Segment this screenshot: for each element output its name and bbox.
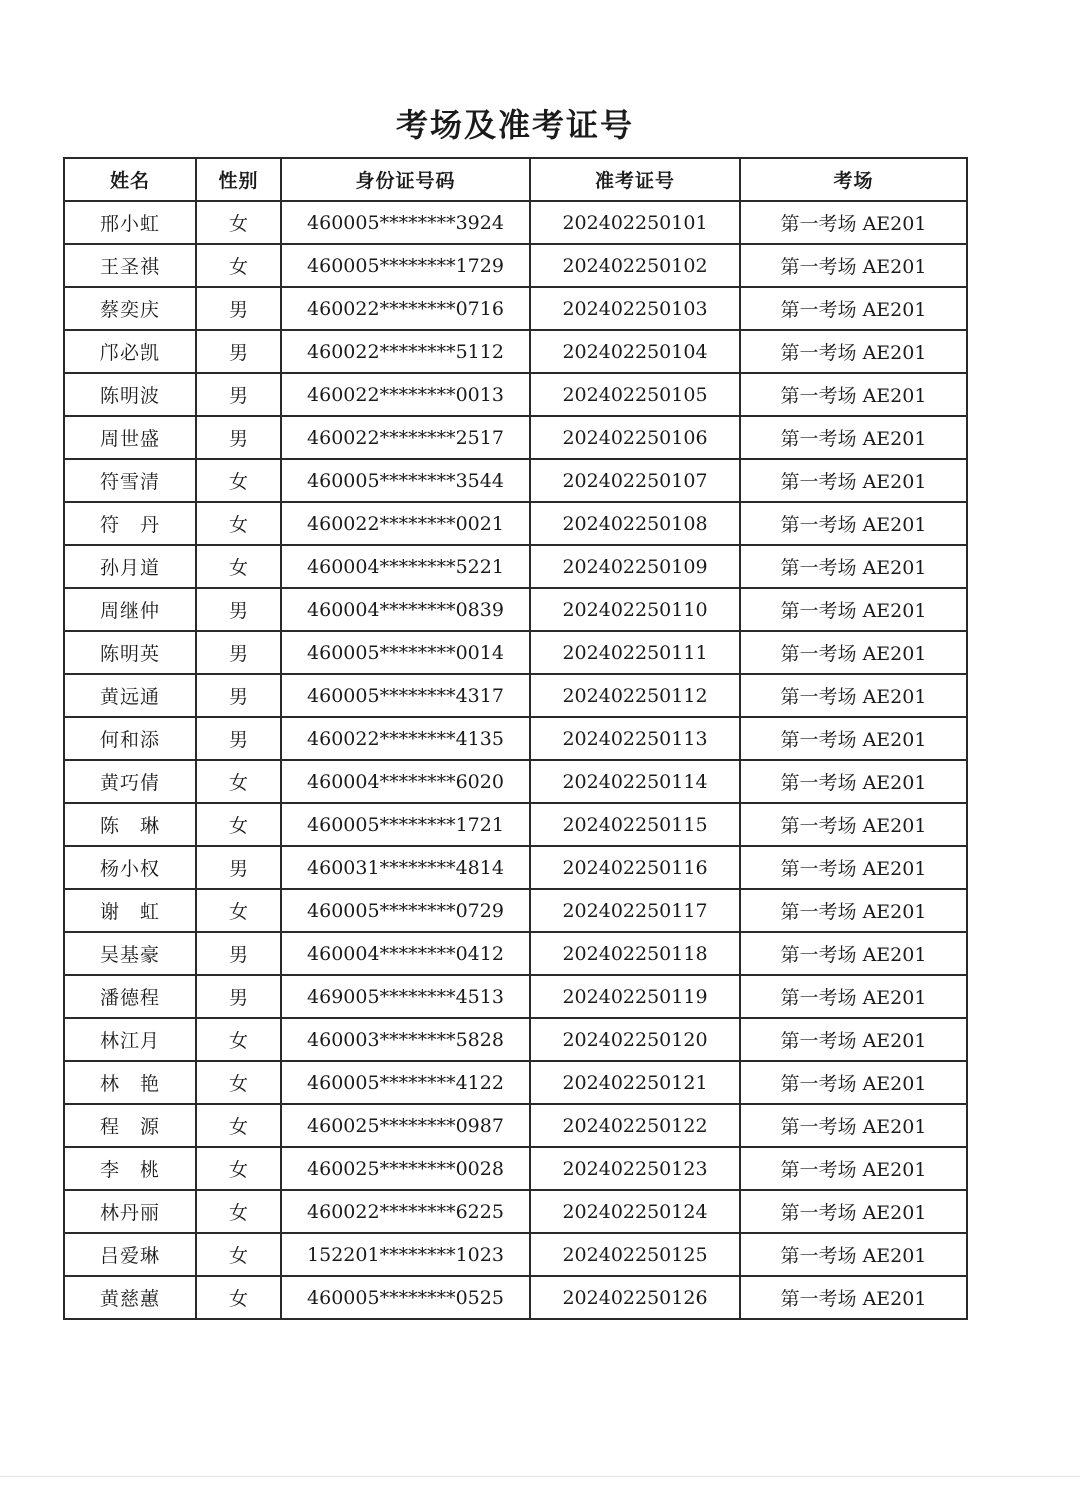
cell-exam-room: 第一考场 AE201 xyxy=(740,244,967,287)
table-row xyxy=(64,330,967,373)
cell-exam-room: 第一考场 AE201 xyxy=(740,1104,967,1147)
cell-id-number: 460004********0412 xyxy=(281,932,530,975)
cell-ticket-number: 202402250122 xyxy=(530,1104,740,1147)
cell-ticket-number: 202402250111 xyxy=(530,631,740,674)
cell-gender: 男 xyxy=(196,373,281,416)
cell-name: 周继仲 xyxy=(64,588,196,631)
cell-exam-room: 第一考场 AE201 xyxy=(740,975,967,1018)
cell-id-number: 469005********4513 xyxy=(281,975,530,1018)
cell-gender: 女 xyxy=(196,1147,281,1190)
cell-name: 陈明英 xyxy=(64,631,196,674)
cell-ticket-number: 202402250117 xyxy=(530,889,740,932)
cell-id-number: 460005********1721 xyxy=(281,803,530,846)
cell-id-number: 460005********4317 xyxy=(281,674,530,717)
cell-id-number: 460004********0839 xyxy=(281,588,530,631)
cell-gender: 女 xyxy=(196,1233,281,1276)
cell-id-number: 460022********0021 xyxy=(281,502,530,545)
header-gender: 性别 xyxy=(196,158,281,201)
cell-name: 何和添 xyxy=(64,717,196,760)
cell-id-number: 460022********2517 xyxy=(281,416,530,459)
cell-exam-room: 第一考场 AE201 xyxy=(740,459,967,502)
cell-id-number: 460005********0525 xyxy=(281,1276,530,1319)
cell-ticket-number: 202402250125 xyxy=(530,1233,740,1276)
table-row xyxy=(64,1276,967,1319)
cell-id-number: 460022********6225 xyxy=(281,1190,530,1233)
cell-gender: 男 xyxy=(196,631,281,674)
cell-exam-room: 第一考场 AE201 xyxy=(740,846,967,889)
cell-gender: 男 xyxy=(196,846,281,889)
cell-id-number: 460005********4122 xyxy=(281,1061,530,1104)
cell-id-number: 460005********3544 xyxy=(281,459,530,502)
cell-exam-room: 第一考场 AE201 xyxy=(740,330,967,373)
cell-name: 谢 虹 xyxy=(64,889,196,932)
cell-ticket-number: 202402250118 xyxy=(530,932,740,975)
table-header xyxy=(64,158,967,201)
cell-exam-room: 第一考场 AE201 xyxy=(740,1233,967,1276)
cell-ticket-number: 202402250110 xyxy=(530,588,740,631)
cell-ticket-number: 202402250102 xyxy=(530,244,740,287)
cell-ticket-number: 202402250115 xyxy=(530,803,740,846)
cell-ticket-number: 202402250113 xyxy=(530,717,740,760)
cell-ticket-number: 202402250116 xyxy=(530,846,740,889)
cell-name: 吕爱琳 xyxy=(64,1233,196,1276)
cell-exam-room: 第一考场 AE201 xyxy=(740,201,967,244)
cell-exam-room: 第一考场 AE201 xyxy=(740,803,967,846)
header-name: 姓名 xyxy=(64,158,196,201)
cell-id-number: 460005********3924 xyxy=(281,201,530,244)
cell-ticket-number: 202402250126 xyxy=(530,1276,740,1319)
cell-gender: 女 xyxy=(196,889,281,932)
cell-ticket-number: 202402250106 xyxy=(530,416,740,459)
cell-ticket-number: 202402250104 xyxy=(530,330,740,373)
cell-gender: 女 xyxy=(196,803,281,846)
cell-id-number: 460025********0028 xyxy=(281,1147,530,1190)
table-row xyxy=(64,803,967,846)
table-row xyxy=(64,932,967,975)
cell-id-number: 152201********1023 xyxy=(281,1233,530,1276)
cell-exam-room: 第一考场 AE201 xyxy=(740,502,967,545)
cell-name: 吴基豪 xyxy=(64,932,196,975)
cell-exam-room: 第一考场 AE201 xyxy=(740,416,967,459)
cell-gender: 男 xyxy=(196,330,281,373)
cell-id-number: 460022********0013 xyxy=(281,373,530,416)
cell-gender: 男 xyxy=(196,287,281,330)
cell-exam-room: 第一考场 AE201 xyxy=(740,1276,967,1319)
cell-id-number: 460022********4135 xyxy=(281,717,530,760)
cell-id-number: 460022********5112 xyxy=(281,330,530,373)
cell-name: 符雪清 xyxy=(64,459,196,502)
cell-name: 黄慈蕙 xyxy=(64,1276,196,1319)
table-row xyxy=(64,502,967,545)
cell-id-number: 460005********0729 xyxy=(281,889,530,932)
cell-name: 李 桃 xyxy=(64,1147,196,1190)
cell-name: 符 丹 xyxy=(64,502,196,545)
cell-exam-room: 第一考场 AE201 xyxy=(740,545,967,588)
cell-ticket-number: 202402250112 xyxy=(530,674,740,717)
cell-name: 邝必凯 xyxy=(64,330,196,373)
cell-exam-room: 第一考场 AE201 xyxy=(740,717,967,760)
cell-name: 邢小虹 xyxy=(64,201,196,244)
cell-name: 周世盛 xyxy=(64,416,196,459)
cell-exam-room: 第一考场 AE201 xyxy=(740,889,967,932)
table-row xyxy=(64,201,967,244)
cell-id-number: 460003********5828 xyxy=(281,1018,530,1061)
table-row xyxy=(64,244,967,287)
cell-gender: 男 xyxy=(196,588,281,631)
cell-ticket-number: 202402250105 xyxy=(530,373,740,416)
cell-gender: 女 xyxy=(196,1104,281,1147)
cell-gender: 女 xyxy=(196,760,281,803)
cell-gender: 女 xyxy=(196,1190,281,1233)
cell-id-number: 460022********0716 xyxy=(281,287,530,330)
table-row xyxy=(64,1233,967,1276)
table-row xyxy=(64,717,967,760)
table-row xyxy=(64,889,967,932)
cell-gender: 女 xyxy=(196,459,281,502)
cell-gender: 女 xyxy=(196,201,281,244)
cell-ticket-number: 202402250108 xyxy=(530,502,740,545)
cell-name: 黄远通 xyxy=(64,674,196,717)
cell-ticket-number: 202402250123 xyxy=(530,1147,740,1190)
cell-gender: 女 xyxy=(196,244,281,287)
table-row xyxy=(64,760,967,803)
header-exam-room: 考场 xyxy=(740,158,967,201)
cell-exam-room: 第一考场 AE201 xyxy=(740,760,967,803)
table-row xyxy=(64,459,967,502)
table-row xyxy=(64,416,967,459)
cell-id-number: 460005********1729 xyxy=(281,244,530,287)
table-row xyxy=(64,674,967,717)
cell-ticket-number: 202402250103 xyxy=(530,287,740,330)
cell-name: 黄巧倩 xyxy=(64,760,196,803)
cell-name: 林丹丽 xyxy=(64,1190,196,1233)
cell-name: 陈明波 xyxy=(64,373,196,416)
cell-id-number: 460005********0014 xyxy=(281,631,530,674)
cell-exam-room: 第一考场 AE201 xyxy=(740,1018,967,1061)
cell-exam-room: 第一考场 AE201 xyxy=(740,1190,967,1233)
cell-gender: 女 xyxy=(196,1018,281,1061)
table-body xyxy=(64,201,967,1319)
cell-ticket-number: 202402250121 xyxy=(530,1061,740,1104)
cell-name: 潘德程 xyxy=(64,975,196,1018)
cell-exam-room: 第一考场 AE201 xyxy=(740,1061,967,1104)
cell-gender: 男 xyxy=(196,932,281,975)
page-bottom-edge xyxy=(0,1476,1080,1477)
table-row xyxy=(64,373,967,416)
header-id-number: 身份证号码 xyxy=(281,158,530,201)
cell-name: 孙月道 xyxy=(64,545,196,588)
table-row xyxy=(64,588,967,631)
cell-gender: 女 xyxy=(196,1276,281,1319)
cell-ticket-number: 202402250120 xyxy=(530,1018,740,1061)
cell-name: 林江月 xyxy=(64,1018,196,1061)
cell-exam-room: 第一考场 AE201 xyxy=(740,287,967,330)
cell-gender: 女 xyxy=(196,1061,281,1104)
table-row xyxy=(64,1018,967,1061)
cell-ticket-number: 202402250109 xyxy=(530,545,740,588)
cell-ticket-number: 202402250101 xyxy=(530,201,740,244)
header-row xyxy=(64,158,967,201)
cell-name: 程 源 xyxy=(64,1104,196,1147)
cell-name: 王圣祺 xyxy=(64,244,196,287)
cell-id-number: 460004********5221 xyxy=(281,545,530,588)
header-ticket-number: 准考证号 xyxy=(530,158,740,201)
cell-exam-room: 第一考场 AE201 xyxy=(740,373,967,416)
page-title: 考场及准考证号 xyxy=(395,106,634,144)
cell-gender: 女 xyxy=(196,545,281,588)
table-row xyxy=(64,1061,967,1104)
cell-exam-room: 第一考场 AE201 xyxy=(740,1147,967,1190)
exam-roster-table xyxy=(63,157,968,1320)
cell-name: 蔡奕庆 xyxy=(64,287,196,330)
cell-ticket-number: 202402250124 xyxy=(530,1190,740,1233)
cell-id-number: 460025********0987 xyxy=(281,1104,530,1147)
cell-gender: 男 xyxy=(196,717,281,760)
cell-ticket-number: 202402250114 xyxy=(530,760,740,803)
table-row xyxy=(64,1147,967,1190)
table-row xyxy=(64,1104,967,1147)
cell-name: 陈 琳 xyxy=(64,803,196,846)
table-row xyxy=(64,975,967,1018)
cell-id-number: 460031********4814 xyxy=(281,846,530,889)
cell-name: 林 艳 xyxy=(64,1061,196,1104)
table-row xyxy=(64,1190,967,1233)
cell-exam-room: 第一考场 AE201 xyxy=(740,674,967,717)
cell-gender: 男 xyxy=(196,674,281,717)
cell-exam-room: 第一考场 AE201 xyxy=(740,631,967,674)
cell-gender: 男 xyxy=(196,975,281,1018)
cell-exam-room: 第一考场 AE201 xyxy=(740,588,967,631)
cell-ticket-number: 202402250107 xyxy=(530,459,740,502)
cell-gender: 女 xyxy=(196,502,281,545)
cell-gender: 男 xyxy=(196,416,281,459)
cell-ticket-number: 202402250119 xyxy=(530,975,740,1018)
table-row xyxy=(64,287,967,330)
cell-exam-room: 第一考场 AE201 xyxy=(740,932,967,975)
cell-id-number: 460004********6020 xyxy=(281,760,530,803)
cell-name: 杨小权 xyxy=(64,846,196,889)
table-row xyxy=(64,631,967,674)
table-row xyxy=(64,545,967,588)
table-row xyxy=(64,846,967,889)
